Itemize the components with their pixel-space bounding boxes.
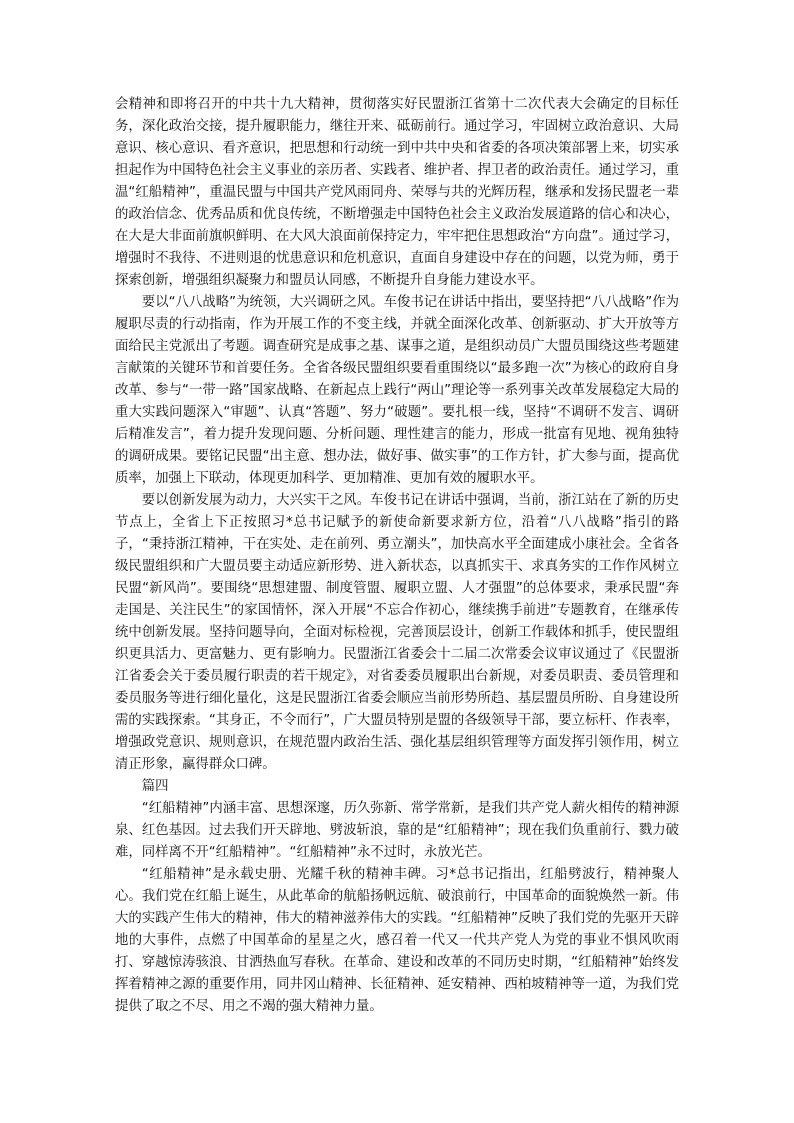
paragraph-research: 要以“八八战略”为统领，大兴调研之风。车俊书记在讲话中指出，要坚持把“八八战略”作为履职尽责的行动指南，作为开展工作的不变主线，并就全面深化改革、创新驱动、扩大开放等方面给民主党派出了考题。调查研究是成事之基、谋事之道，是组织动员广大盟员围绕这些考题建言献策的关键环节和首要任务。全省各级民盟组织要看重围绕以“最多跑一次”为核心的政府自身改革、参与“一带一路”国家战略、在新起点上践行“两山”理论等一系列事关改革发展稳定大局的重大实践问题深入“审题”、认真“答题”、努力“破题”。要扎根一线，坚持“不调研不发言、调研后精准发言”，着力提升发现问题、分析问题、理性建言的能力，形成一批富有见地、视角独特的调研成果。要铭记民盟“出主意、想办法，做好事、做实事”的工作方针，扩大参与面，提高优质率，加强上下联动，体现更加科学、更加精准、更加有效的履职水平。 <box>115 295 679 486</box>
paragraph-red-boat-intro: “红船精神”内涵丰富、思想深邃，历久弥新、常学常新，是我们共产党人薪火相传的精神源泉、红色基因。过去我们开天辟地、劈波斩浪，靠的是“红船精神”；现在我们负重前行、戮力破难，同样离不开“红船精神”。“红船精神”永不过时，永放光芒。 <box>115 801 679 860</box>
paragraph-innovation: 要以创新发展为动力，大兴实干之风。车俊书记在讲话中强调，当前，浙江站在了新的历史节点上，全省上下正按照习*总书记赋予的新使命新要求新方位，沿着“八八战略”指引的路子，“秉持浙江精神，干在实处、走在前列、勇立潮头”，加快高水平全面建成小康社会。全省各级民盟组织和广大盟员要主动适应新形势、进入新状态，以真抓实干、求真务实的工作作风树立民盟“新风尚”。要围绕“思想建盟、制度管盟、履职立盟、人才强盟”的总体要求，秉承民盟“奔走国是、关注民生”的家国情怀，深入开展“不忘合作初心，继续携手前进”专题教育，在继承传统中创新发展。坚持问题导向，全面对标检视，完善顶层设计，创新工作载体和抓手，使民盟组织更具活力、更富魅力、更有影响力。民盟浙江省委会十二届二次常委会议审议通过了《民盟浙江省委会关于委员履行职责的若干规定》，对省委委员履职出台新规，对委员职责、委员管理和委员服务等进行细化量化，这是民盟浙江省委会顺应当前形势所趋、基层盟员所盼、自身建设所需的实践探索。“其身正，不令而行”，广大盟员特别是盟的各级领导干部，要立标杆、作表率，增强政党意识、规则意识，在规范盟内政治生活、强化基层组织管理等方面发挥引领作用，树立清正形象，赢得群众口碑。 <box>115 493 679 772</box>
section-heading: 篇四 <box>141 779 169 794</box>
paragraph-continuation: 会精神和即将召开的中共十九大精神，贯彻落实好民盟浙江省第十二次代表大会确定的目标任务，深化政治交接，提升履职能力，继往开来、砥砺前行。通过学习，牢固树立政治意识、大局意识、核心意识、看齐意识，把思想和行动统一到中共中央和省委的各项决策部署上来，切实承担起作为中国特色社会主义事业的亲历者、实践者、维护者、捍卫者的政治责任。通过学习，重温“红船精神”，重温民盟与中国共产党风雨同舟、荣辱与共的光辉历程，继承和发扬民盟老一辈的政治信念、优秀品质和优良传统，不断增强走中国特色社会主义政治发展道路的信心和决心，在大是大非面前旗帜鲜明、在大风大浪面前保持定力，牢牢把住思想政治“方向盘”。通过学习，增强时不我待、不进则退的忧患意识和危机意识，直面自身建设中存在的问题，以党为师，勇于探索创新，增强组织凝聚力和盟员认同感，不断提升自身能力建设水平。 <box>115 97 679 288</box>
paragraph-red-boat-monument: “红船精神”是永载史册、光耀千秋的精神丰碑。习*总书记指出，红船劈波行，精神聚人心。我们党在红船上诞生，从此革命的航船扬帆远航、破浪前行，中国革命的面貌焕然一新。伟大的实践产生伟大的精神，伟大的精神滋养伟大的实践。“红船精神”反映了我们党的先驱开天辟地的大事件，点燃了中国革命的星星之火，感召着一代又一代共产党人为党的事业不惧风吹雨打、穿越惊涛骇浪、甘洒热血写春秋。在革命、建设和改革的不同历史时期，“红船精神”始终发挥着精神之源的重要作用，同井冈山精神、长征精神、延安精神、西柏坡精神等一道，为我们党提供了取之不尽、用之不竭的强大精神力量。 <box>115 867 679 1014</box>
document-page <box>115 94 679 1018</box>
